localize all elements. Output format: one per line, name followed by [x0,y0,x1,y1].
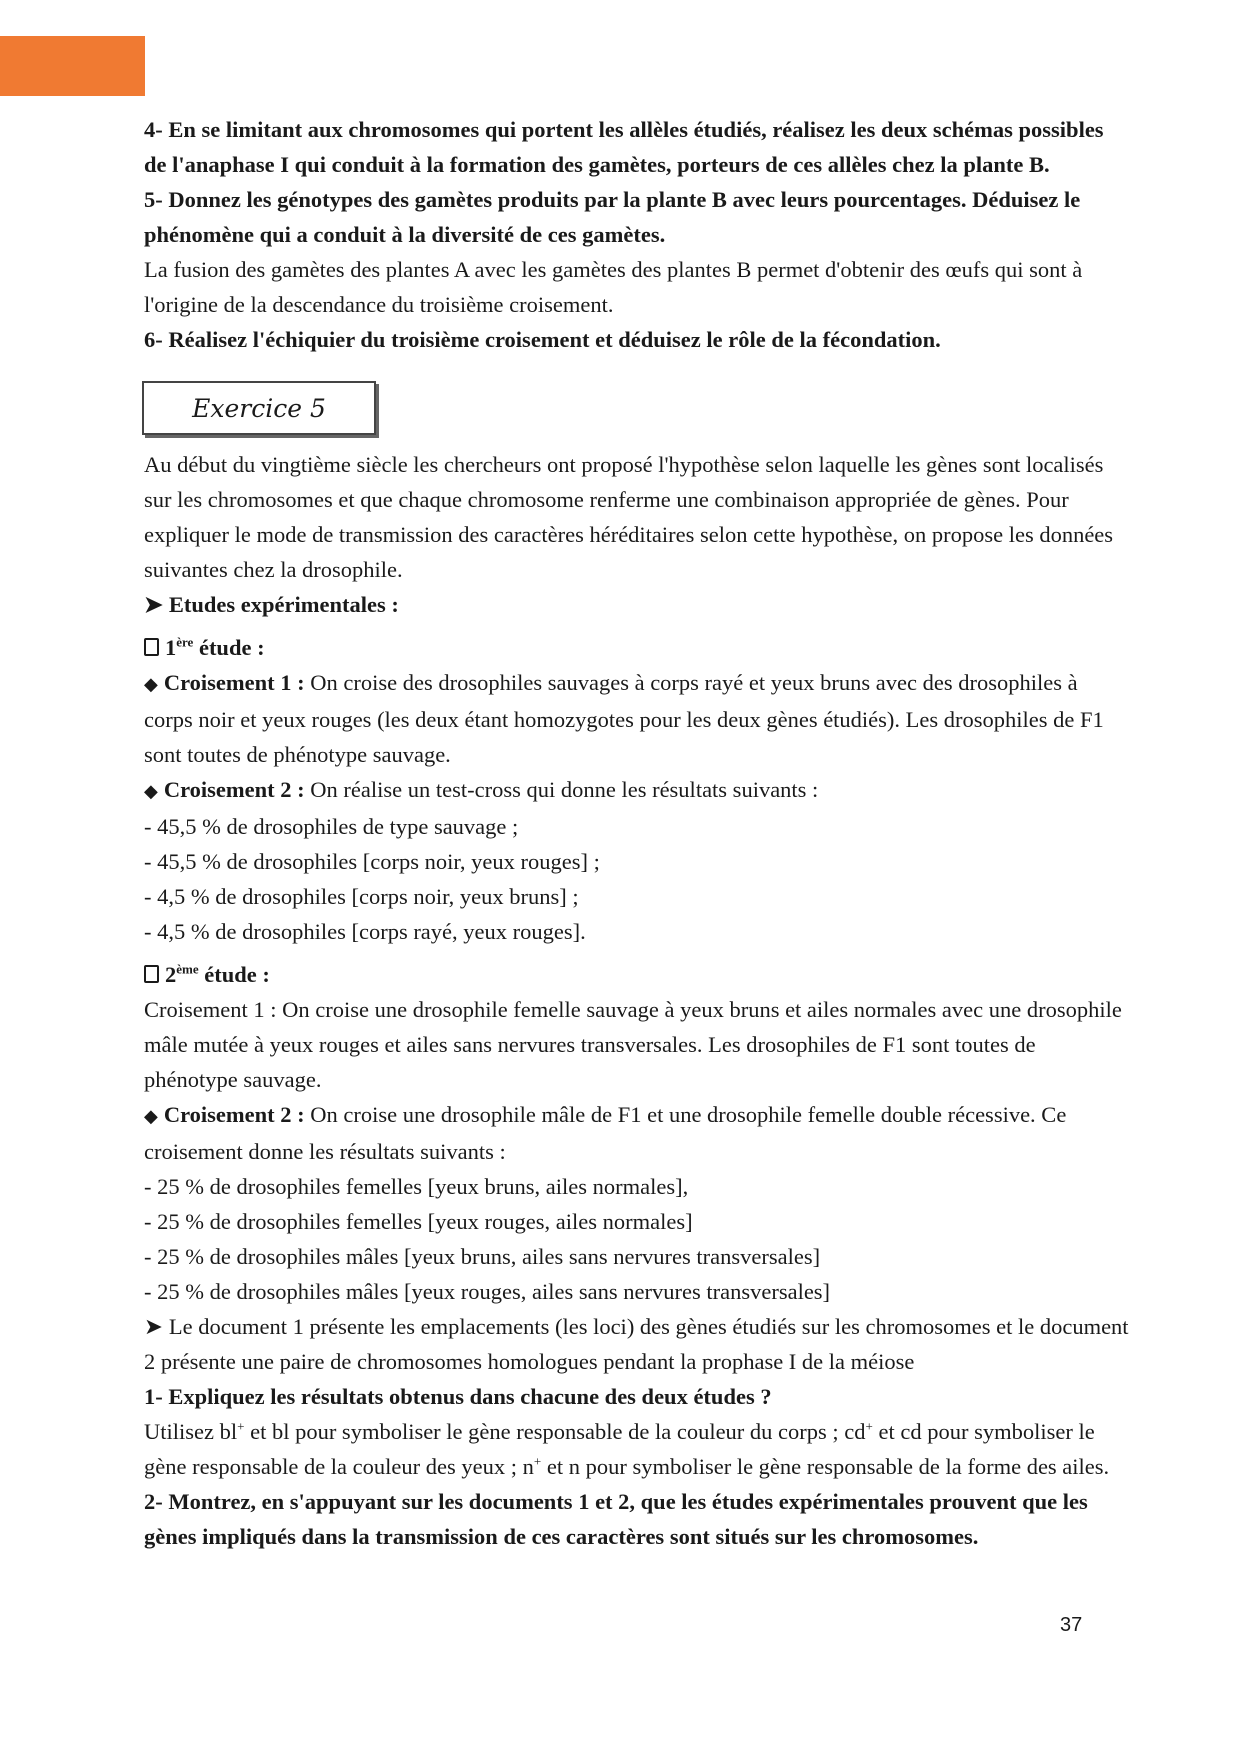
etude-1-croisement-2: ◆ Croisement 2 : On réalise un test-cross qui donne les résultats suivants : [144,777,819,802]
diamond-bullet-icon: ◆ [144,674,158,694]
etudes-heading: ➤ Etudes expérimentales : [144,592,399,617]
exercise-title: Exercice 5 [192,393,326,423]
result-line: - 25 % de drosophiles femelles [yeux rouges, ailes normales] [144,1209,693,1234]
result-line: - 4,5 % de drosophiles [corps noir, yeux bruns] ; [144,884,579,909]
document-body [144,112,1144,1554]
page-number: 37 [1060,1614,1083,1636]
result-line: - 4,5 % de drosophiles [corps rayé, yeux rouges]. [144,919,586,944]
question-4: 4- En se limitant aux chromosomes qui portent les allèles étudiés, réalisez les deux schémas possibles de l'anaphase I qui conduit à la formation des gamètes, porteurs de ces allèles chez la plante B. [144,117,1104,177]
question-5: 5- Donnez les génotypes des gamètes produits par la plante B avec leurs pourcentages. Déduisez le phénomène qui a conduit à la diversité de ces gamètes. [144,187,1081,247]
etude-1-croisement-1: ◆ Croisement 1 : On croise des drosophiles sauvages à corps rayé et yeux bruns avec des drosophiles à corps noir et yeux rouges (les deux étant homozygotes pour les deux gènes étudiés). Les drosophiles de F1 sont toutes de phénotype sauvage. [144,670,1104,767]
exercise-title-box [142,381,376,435]
etude-2-heading: 2ème étude : [144,957,1144,992]
etude-2-croisement-2: ◆ Croisement 2 : On croise une drosophile mâle de F1 et une drosophile femelle double récessive. Ce croisement donne les résultats suivants : [144,1102,1067,1164]
fusion-paragraph: La fusion des gamètes des plantes A avec les gamètes des plantes B permet d'obtenir des œufs qui sont à l'origine de la descendance du troisième croisement. [144,257,1083,317]
etude-2-croisement-1: Croisement 1 : On croise une drosophile femelle sauvage à yeux bruns et ailes normales avec une drosophile mâle mutée à yeux rouges et ailes sans nervures transversales. Les drosophiles de F1 sont toutes de phénotype sauvage. [144,997,1122,1092]
arrow-icon: ➤ [144,1314,163,1339]
result-line: - 25 % de drosophiles mâles [yeux bruns, ailes sans nervures transversales] [144,1244,821,1269]
arrow-icon: ➤ [144,592,163,617]
square-bullet-icon [144,965,159,983]
symbols-paragraph: Utilisez bl+ et bl pour symboliser le gène responsable de la couleur du corps ; cd+ et cd pour symboliser le gène responsable de la couleur des yeux ; n+ et n pour symboliser le gène responsable de la forme des ailes. [144,1418,1110,1479]
square-bullet-icon [144,638,159,656]
diamond-bullet-icon: ◆ [144,781,158,801]
etude-1-heading: 1ère étude : [144,630,1144,665]
intro-paragraph: Au début du vingtième siècle les chercheurs ont proposé l'hypothèse selon laquelle les gènes sont localisés sur les chromosomes et que chaque chromosome renferme une combinaison appropriée de gènes. Pour expliquer le mode de transmission des caractères héréditaires selon cette hypothèse, on propose les données suivantes chez la drosophile. [144,452,1114,582]
question-6: 6- Réalisez l'échiquier du troisième croisement et déduisez le rôle de la fécondation. [144,327,941,352]
result-line: - 25 % de drosophiles mâles [yeux rouges, ailes sans nervures transversales] [144,1279,831,1304]
diamond-bullet-icon: ◆ [144,1106,158,1126]
result-line: - 45,5 % de drosophiles de type sauvage ; [144,814,519,839]
question-1: 1- Expliquez les résultats obtenus dans chacune des deux études ? [144,1384,772,1409]
document-paragraph: ➤ Le document 1 présente les emplacements (les loci) des gènes étudiés sur les chromosomes et le document 2 présente une paire de chromosomes homologues pendant la prophase I de la méiose [144,1314,1129,1374]
result-line: - 45,5 % de drosophiles [corps noir, yeux rouges] ; [144,849,600,874]
question-2: 2- Montrez, en s'appuyant sur les documents 1 et 2, que les études expérimentales prouvent que les gènes impliqués dans la transmission de ces caractères sont situés sur les chromosomes. [144,1489,1088,1549]
result-line: - 25 % de drosophiles femelles [yeux bruns, ailes normales], [144,1174,689,1199]
orange-corner-tab [0,36,145,96]
